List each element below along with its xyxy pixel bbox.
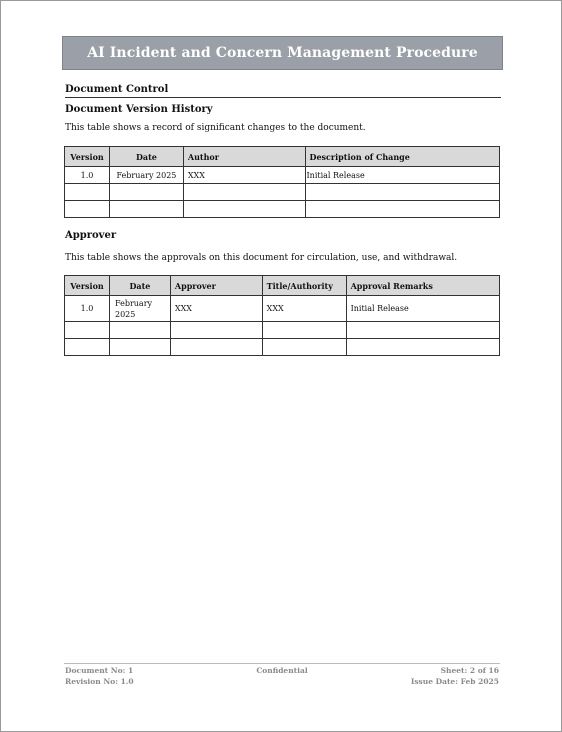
subheading-version-history: Document Version History xyxy=(65,104,213,115)
table-cell: Initial Release xyxy=(346,296,499,322)
table-cell xyxy=(170,322,262,339)
table-cell: XXX xyxy=(170,296,262,322)
document-title: AI Incident and Concern Management Procedure xyxy=(87,45,478,61)
footer-revision-no: Revision No: 1.0 xyxy=(65,677,134,686)
table-cell xyxy=(109,201,183,218)
footer-document-no: Document No: 1 xyxy=(65,666,134,675)
table-row xyxy=(65,167,500,184)
table-cell: 1.0 xyxy=(65,167,110,184)
table-row xyxy=(65,296,500,322)
footer-classification: Confidential xyxy=(256,666,308,675)
table-row xyxy=(65,339,500,356)
table-cell xyxy=(346,339,499,356)
table-cell xyxy=(65,322,110,339)
approver-table xyxy=(64,275,500,356)
column-header: Version xyxy=(65,276,110,296)
table-cell xyxy=(65,201,110,218)
column-header: Date xyxy=(109,276,170,296)
version-history-intro: This table shows a record of significant changes to the document. xyxy=(65,123,366,133)
table-cell xyxy=(170,339,262,356)
version-history-table xyxy=(64,146,500,218)
subheading-approver: Approver xyxy=(65,230,117,241)
column-header: Title/Authority xyxy=(262,276,346,296)
table-cell xyxy=(65,339,110,356)
table-cell xyxy=(262,322,346,339)
table-cell xyxy=(109,322,170,339)
column-header: Approver xyxy=(170,276,262,296)
title-banner xyxy=(62,36,503,70)
table-cell xyxy=(346,322,499,339)
column-header: Description of Change xyxy=(305,147,499,167)
table-cell xyxy=(262,339,346,356)
table-cell xyxy=(305,201,499,218)
table-row xyxy=(65,322,500,339)
table-header-row xyxy=(65,147,500,167)
table-cell: February 2025 xyxy=(109,296,170,322)
footer-divider xyxy=(64,663,500,664)
table-cell xyxy=(183,184,305,201)
table-cell: February 2025 xyxy=(109,167,183,184)
table-cell xyxy=(183,201,305,218)
section-heading-document-control: Document Control xyxy=(65,84,501,98)
table-cell xyxy=(109,184,183,201)
table-cell: XXX xyxy=(183,167,305,184)
table-header-row xyxy=(65,276,500,296)
column-header: Version xyxy=(65,147,110,167)
column-header: Date xyxy=(109,147,183,167)
table-cell xyxy=(109,339,170,356)
table-row xyxy=(65,184,500,201)
table-cell xyxy=(305,184,499,201)
column-header: Author xyxy=(183,147,305,167)
table-cell: Initial Release xyxy=(305,167,499,184)
footer-issue-date: Issue Date: Feb 2025 xyxy=(410,677,499,686)
table-cell xyxy=(65,184,110,201)
approver-intro: This table shows the approvals on this document for circulation, use, and withdrawal. xyxy=(65,253,458,263)
table-cell: XXX xyxy=(262,296,346,322)
column-header: Approval Remarks xyxy=(346,276,499,296)
table-row xyxy=(65,201,500,218)
table-cell: 1.0 xyxy=(65,296,110,322)
footer-sheet: Sheet: 2 of 16 xyxy=(440,666,499,675)
